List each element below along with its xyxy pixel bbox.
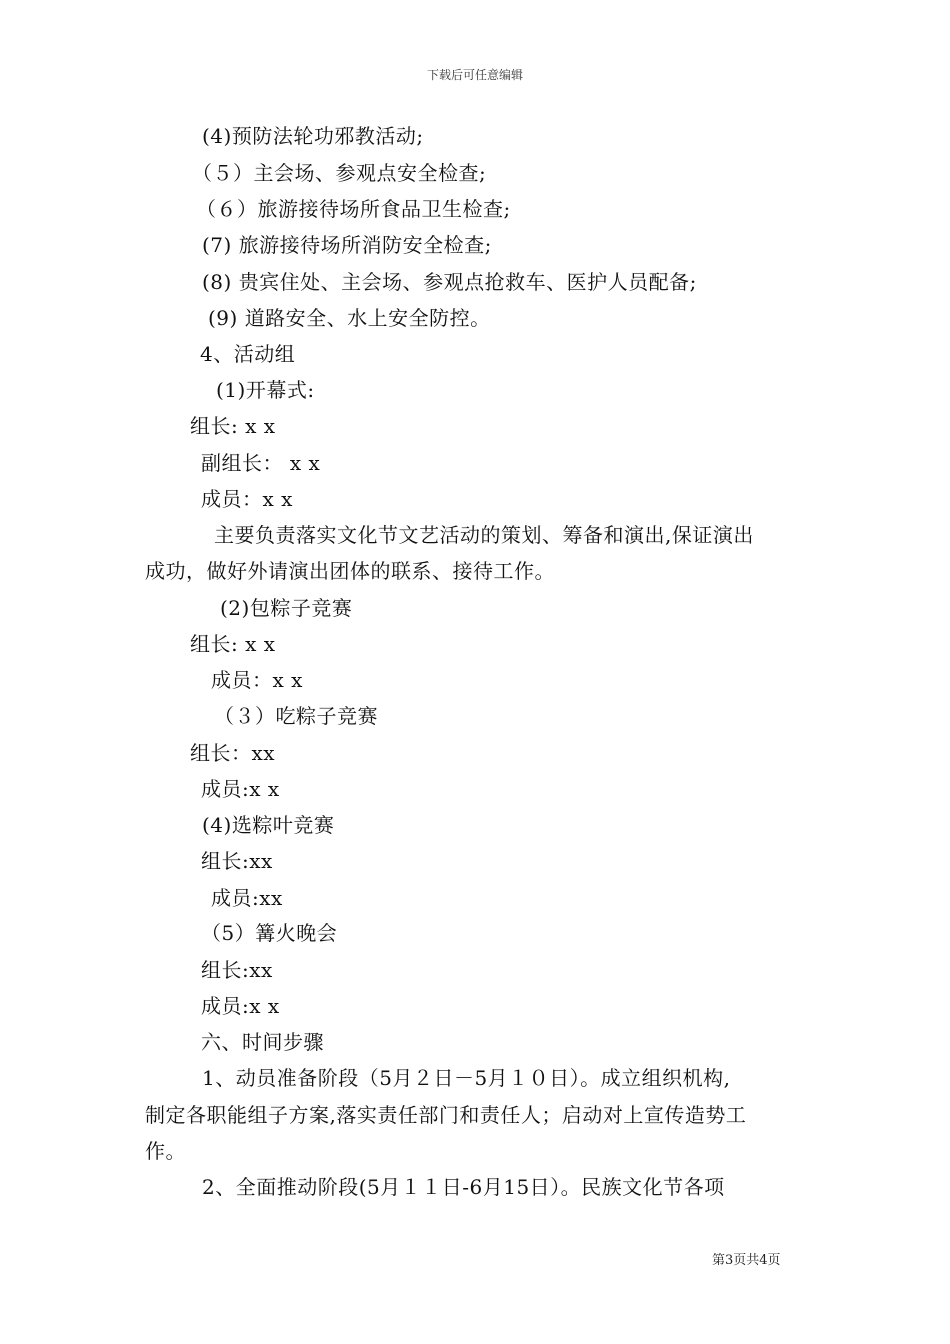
- text-line: 组长：xx: [190, 741, 276, 765]
- text-line: (2)包粽子竞赛: [220, 596, 353, 620]
- paragraph-line: 制定各职能组子方案,落实责任部门和责任人；启动对上宣传造势工: [145, 1103, 747, 1127]
- paragraph-line: 成功，做好外请演出团体的联系、接待工作。: [145, 559, 555, 583]
- section-heading: 4、活动组: [200, 342, 296, 366]
- text-line: 组长: x x: [190, 632, 276, 656]
- text-line: (1)开幕式:: [216, 378, 315, 402]
- paragraph-line: 2、全面推动阶段(5月１１日-6月15日）。民族文化节各项: [202, 1175, 725, 1199]
- page-number: 第3页共4页: [712, 1253, 781, 1268]
- text-line: (4)选粽叶竞赛: [202, 813, 335, 837]
- text-line: 成员：x x: [201, 487, 293, 511]
- text-line: 成员：x x: [211, 668, 303, 692]
- text-line: 成员:x x: [201, 994, 280, 1018]
- text-line: (8) 贵宾住处、主会场、参观点抢救车、医护人员配备;: [202, 270, 697, 294]
- text-line: (7) 旅游接待场所消防安全检查;: [202, 233, 492, 257]
- text-line: (4)预防法轮功邪教活动;: [202, 124, 424, 148]
- text-line: 成员:x x: [201, 777, 280, 801]
- text-line: （５）主会场、参观点安全检查;: [192, 161, 487, 185]
- text-line: （5）篝火晚会: [201, 921, 338, 945]
- page-header: 下载后可任意编辑: [426, 68, 523, 82]
- section-heading: 六、时间步骤: [201, 1030, 324, 1054]
- text-line: 组长:xx: [201, 849, 273, 873]
- paragraph-line: 作。: [145, 1139, 186, 1163]
- text-line: （３）吃粽子竞赛: [214, 704, 378, 728]
- text-line: 组长: x x: [190, 414, 276, 438]
- text-line: 副组长： x x: [201, 451, 321, 475]
- paragraph-line: 1、动员准备阶段（5月２日－5月１０日）。成立组织机构,: [202, 1066, 731, 1090]
- text-line: （６）旅游接待场所食品卫生检查;: [196, 197, 511, 221]
- paragraph-line: 主要负责落实文化节文艺活动的策划、筹备和演出,保证演出: [214, 523, 754, 547]
- text-line: (9) 道路安全、水上安全防控。: [208, 306, 491, 330]
- text-line: 组长:xx: [201, 958, 273, 982]
- text-line: 成员:xx: [211, 886, 283, 910]
